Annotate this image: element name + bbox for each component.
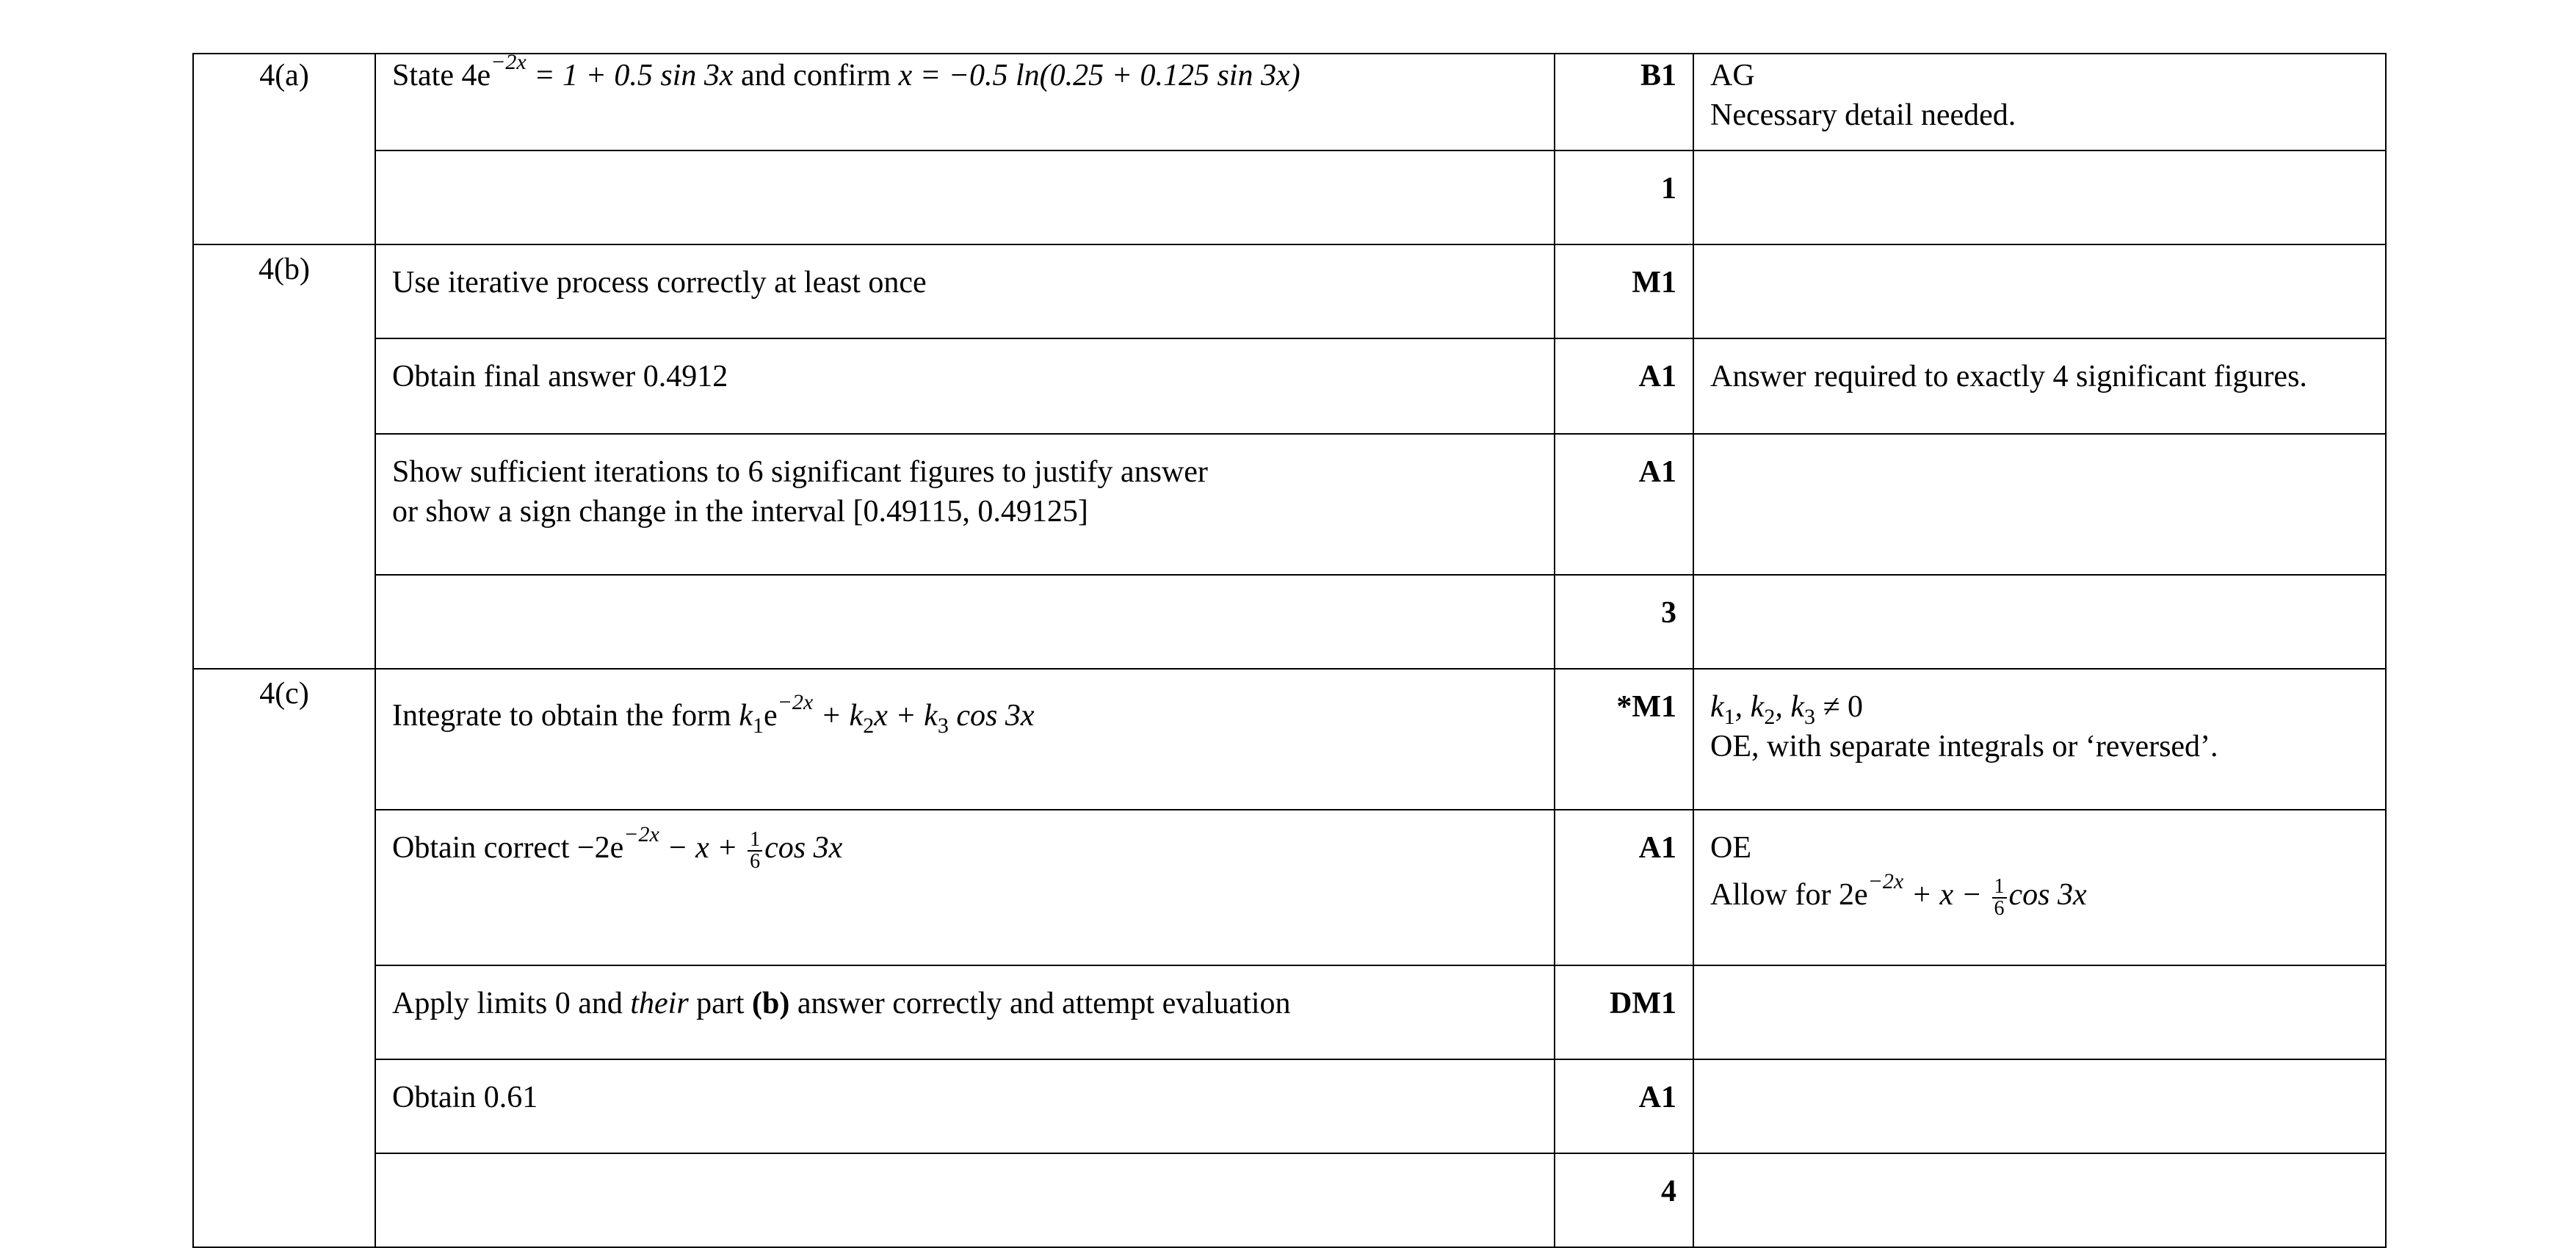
- answer-cell: Obtain final answer 0.4912: [375, 338, 1555, 434]
- mark-cell: A1: [1555, 434, 1693, 575]
- guidance-cell: AG Necessary detail needed.: [1693, 54, 2386, 150]
- answer-cell: Integrate to obtain the form $k_1e^{-2x} + k_2x + k_3$ cos 3x: [375, 669, 1555, 810]
- mark-cell: A1: [1555, 1059, 1693, 1153]
- question-number: 4(c): [193, 669, 375, 1247]
- mark-cell: *M1: [1555, 669, 1693, 810]
- answer-cell: Apply limits 0 and their part (b) answer correctly and attempt evaluation: [375, 965, 1555, 1059]
- mark-cell: M1: [1555, 244, 1693, 338]
- answer-cell: [375, 1153, 1555, 1247]
- guidance-cell: OE Allow for $2e^{-2x} + x$ − $\frac{1}{6}$ cos 3x: [1693, 810, 2386, 965]
- guidance-cell: [1693, 575, 2386, 669]
- mark-cell: A1: [1555, 338, 1693, 434]
- answer-cell: [375, 50, 1555, 150]
- answer-cell: Show sufficient iterations to 6 significant figures to justify answer or show a sign change in the interval [0.49115, 0.49125]: [375, 434, 1555, 575]
- question-number: 4(a): [193, 54, 375, 244]
- guidance-cell: [1693, 1059, 2386, 1153]
- table-row: [193, 1153, 2386, 1247]
- answer-text: State $4e^{-2x} = 1 + 0.5$ sin 3x and confirm x = −0.5 ln(0.25 + 0.125 sin 3x): [392, 50, 1300, 92]
- table-row: [193, 1059, 2386, 1153]
- mark-cell: DM1: [1555, 965, 1693, 1059]
- answer-cell: Use iterative process correctly at least once: [375, 244, 1555, 338]
- table-row: [193, 150, 2386, 244]
- question-number: 4(b): [193, 244, 375, 669]
- total-mark: 3: [1555, 575, 1693, 669]
- guidance-cell: Answer required to exactly 4 significant figures.: [1693, 338, 2386, 434]
- table-row: [193, 810, 2386, 965]
- table-row: [193, 434, 2386, 575]
- guidance-cell: [1693, 1153, 2386, 1247]
- total-mark: 1: [1555, 150, 1693, 244]
- table-row: [193, 244, 2386, 338]
- table-row: [193, 54, 2386, 150]
- mark-scheme-table: [192, 50, 2387, 1248]
- guidance-cell: $k_1$, $k_2$, $k_3 \ne 0$ OE, with separate integrals or ‘reversed’.: [1693, 669, 2386, 810]
- answer-cell: Obtain correct $-2e^{-2x} - x$ + $\frac{1}{6}$ cos 3x: [375, 810, 1555, 965]
- answer-cell: [375, 575, 1555, 669]
- table-row: [193, 669, 2386, 810]
- table-row: [193, 965, 2386, 1059]
- table-row: [193, 575, 2386, 669]
- guidance-cell: [1693, 434, 2386, 575]
- mark-cell: A1: [1555, 810, 1693, 965]
- guidance-cell: [1693, 150, 2386, 244]
- answer-cell: [375, 150, 1555, 244]
- guidance-cell: [1693, 965, 2386, 1059]
- mark-cell: B1: [1555, 54, 1693, 150]
- answer-cell: Obtain 0.61: [375, 1059, 1555, 1153]
- table-row: [193, 338, 2386, 434]
- guidance-cell: [1693, 244, 2386, 338]
- total-mark: 4: [1555, 1153, 1693, 1247]
